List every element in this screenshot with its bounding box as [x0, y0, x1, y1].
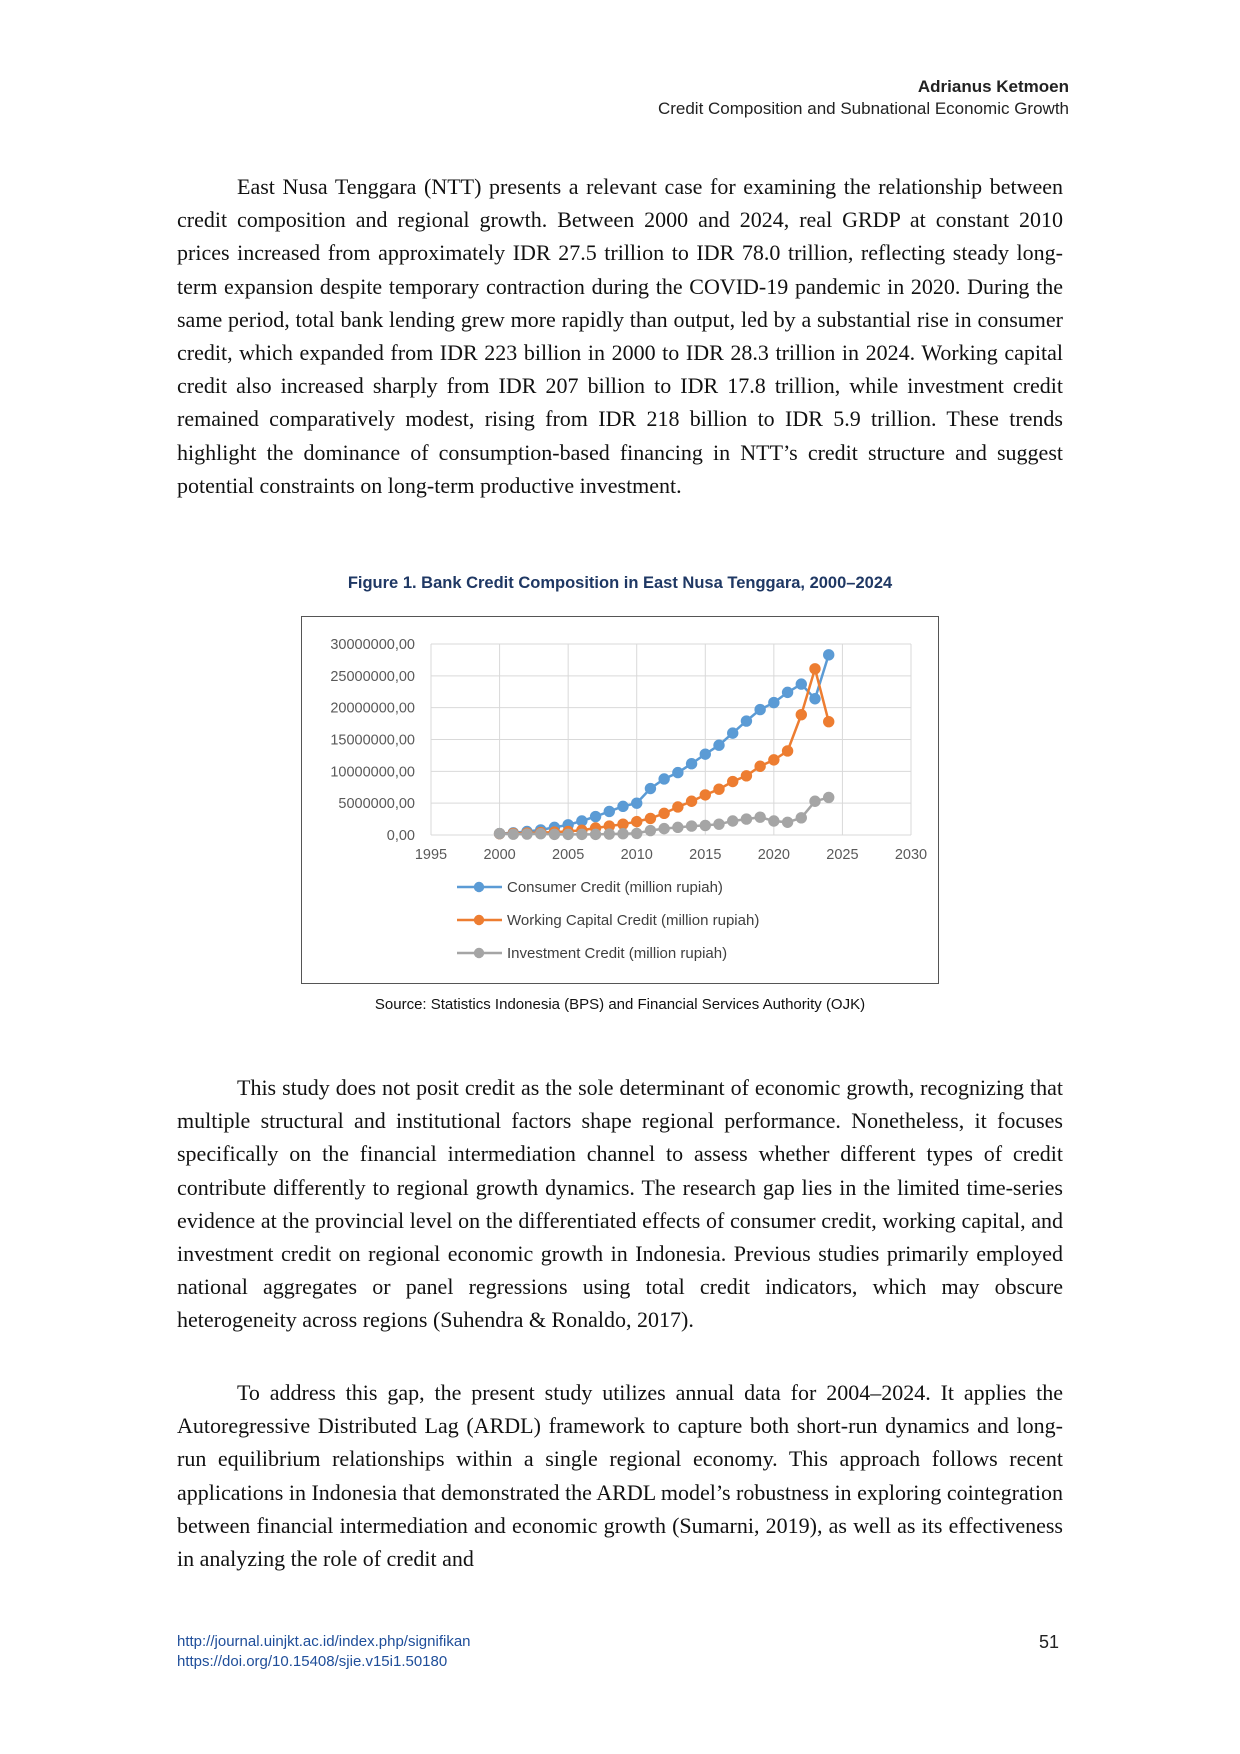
data-point [673, 767, 683, 777]
data-point [796, 813, 806, 823]
data-point [673, 802, 683, 812]
doi-link[interactable]: https://doi.org/10.15408/sjie.v15i1.50180 [177, 1653, 448, 1670]
paragraph-1-text: East Nusa Tenggara (NTT) presents a relevant case for examining the relationship between credit composition and regional growth. Between 2000 and 2024, real GRDP at constant 2010 prices increased from approximately IDR 27.5 trillion to IDR 78.0 trillion, reflecting steady long-term expansion despite temporary contraction during the COVID-19 pandemic in 2020. During the same period, total bank lending grew more rapidly than output, led by a substantial rise in consumer credit, which expanded from IDR 223 billion in 2000 to IDR 28.3 trillion in 2024. Working capital credit also increased sharply from IDR 207 billion to IDR 17.8 trillion, while investment credit remained comparatively modest, rising from IDR 218 billion to IDR 5.9 trillion. These trends highlight the dominance of consumption-based financing in NTT’s credit structure and suggest potential constraints on long-term productive investment. [177, 174, 1063, 498]
data-point [632, 816, 642, 826]
chart-svg [302, 617, 938, 983]
y-tick-label: 15000000,00 [330, 732, 415, 749]
data-point [604, 829, 614, 839]
data-point [536, 829, 546, 839]
legend-label: Investment Credit (million rupiah) [507, 945, 728, 962]
data-point [714, 740, 724, 750]
paragraph-3-text: To address this gap, the present study utilizes annual data for 2004–2024. It applies the Autoregressive Distributed Lag (ARDL) framework to capture both short-run dynamics and long-run equilibrium relationships within a single regional economy. This approach follows recent applications in Indonesia that demonstrated the ARDL model’s robustness in exploring cointegration between financial intermediation and economic growth (Sumarni, 2019), as well as its effectiveness in analyzing the role of credit and [177, 1380, 1063, 1572]
paragraph-2-text: This study does not posit credit as the sole determinant of economic growth, recognizing that multiple structural and institutional factors shape regional performance. Nonetheless, it focuses specifically on the financial intermediation channel to assess whether different types of credit contribute differently to regional growth dynamics. The research gap lies in the limited time-series evidence at the provincial level on the differentiated effects of consumer credit, working capital, and investment credit on regional economic growth in Indonesia. Previous studies primarily employed national aggregates or panel regressions using total credit indicators, which may obscure heterogeneity across regions (Suhendra & Ronaldo, 2017). [177, 1075, 1063, 1333]
data-point [796, 679, 806, 689]
data-point [769, 816, 779, 826]
data-point [810, 664, 820, 674]
data-point [522, 829, 532, 839]
data-point [645, 783, 655, 793]
x-tick-label: 1995 [414, 847, 448, 863]
y-tick-label: 30000000,00 [330, 637, 415, 653]
data-point [577, 829, 587, 839]
data-point [824, 792, 834, 802]
data-point [741, 771, 751, 781]
data-point [810, 796, 820, 806]
y-tick-label: 5000000,00 [338, 796, 415, 813]
x-tick-label: 2005 [552, 847, 585, 863]
data-point [824, 650, 834, 660]
data-point [810, 694, 820, 704]
data-point [741, 814, 751, 824]
y-tick-label: 20000000,00 [330, 700, 415, 717]
paragraph-1 [177, 170, 1063, 502]
data-point [673, 822, 683, 832]
data-point [714, 784, 724, 794]
footer-links [177, 1632, 471, 1672]
header-title: Credit Composition and Subnational Economic Growth [657, 99, 1069, 118]
data-point [769, 755, 779, 765]
data-point [645, 825, 655, 835]
page-number: 51 [1038, 1632, 1059, 1652]
header-author: Adrianus Ketmoen [917, 77, 1069, 96]
data-point [618, 819, 628, 829]
data-point [632, 828, 642, 838]
x-tick-label: 2020 [757, 847, 790, 863]
data-point [782, 746, 792, 756]
running-header [658, 76, 1069, 120]
figure-caption: Figure 1. Bank Credit Composition in East Nusa Tenggara, 2000–2024 [347, 574, 893, 592]
data-point [728, 816, 738, 826]
data-point [755, 812, 765, 822]
data-point [700, 749, 710, 759]
legend-marker [474, 882, 484, 892]
data-point [632, 798, 642, 808]
y-tick-label: 25000000,00 [330, 668, 415, 685]
data-point [686, 821, 696, 831]
data-point [549, 829, 559, 839]
data-point [508, 829, 518, 839]
legend-label: Consumer Credit (million rupiah) [507, 879, 723, 896]
data-point [659, 774, 669, 784]
legend-marker [474, 948, 484, 958]
y-tick-label: 0,00 [386, 828, 415, 844]
legend-label: Working Capital Credit (million rupiah) [507, 912, 760, 929]
data-point [494, 828, 504, 838]
data-point [782, 817, 792, 827]
data-point [604, 806, 614, 816]
series-line [500, 655, 829, 834]
figure-chart [301, 616, 939, 984]
legend-marker [474, 915, 484, 925]
data-point [563, 829, 573, 839]
x-tick-label: 2015 [689, 847, 722, 863]
x-tick-label: 2010 [620, 847, 653, 863]
data-point [645, 813, 655, 823]
data-point [590, 829, 600, 839]
data-point [700, 790, 710, 800]
data-point [659, 823, 669, 833]
data-point [755, 761, 765, 771]
data-point [590, 811, 600, 821]
data-point [769, 697, 779, 707]
journal-link[interactable]: http://journal.uinjkt.ac.id/index.php/signifikan [177, 1633, 471, 1650]
data-point [741, 716, 751, 726]
data-point [728, 728, 738, 738]
data-point [755, 704, 765, 714]
data-point [824, 716, 834, 726]
data-point [618, 829, 628, 839]
data-point [728, 776, 738, 786]
paragraph-2 [177, 1071, 1063, 1337]
x-tick-label: 2000 [483, 847, 516, 863]
x-tick-label: 2030 [894, 847, 928, 863]
data-point [714, 819, 724, 829]
data-point [618, 801, 628, 811]
y-tick-label: 10000000,00 [330, 764, 415, 781]
data-point [782, 687, 792, 697]
figure-source: Source: Statistics Indonesia (BPS) and Financial Services Authority (OJK) [374, 996, 866, 1013]
data-point [700, 820, 710, 830]
data-point [659, 808, 669, 818]
data-point [686, 796, 696, 806]
paragraph-3 [177, 1376, 1063, 1575]
data-point [796, 709, 806, 719]
data-point [686, 758, 696, 768]
x-tick-label: 2025 [826, 847, 859, 863]
